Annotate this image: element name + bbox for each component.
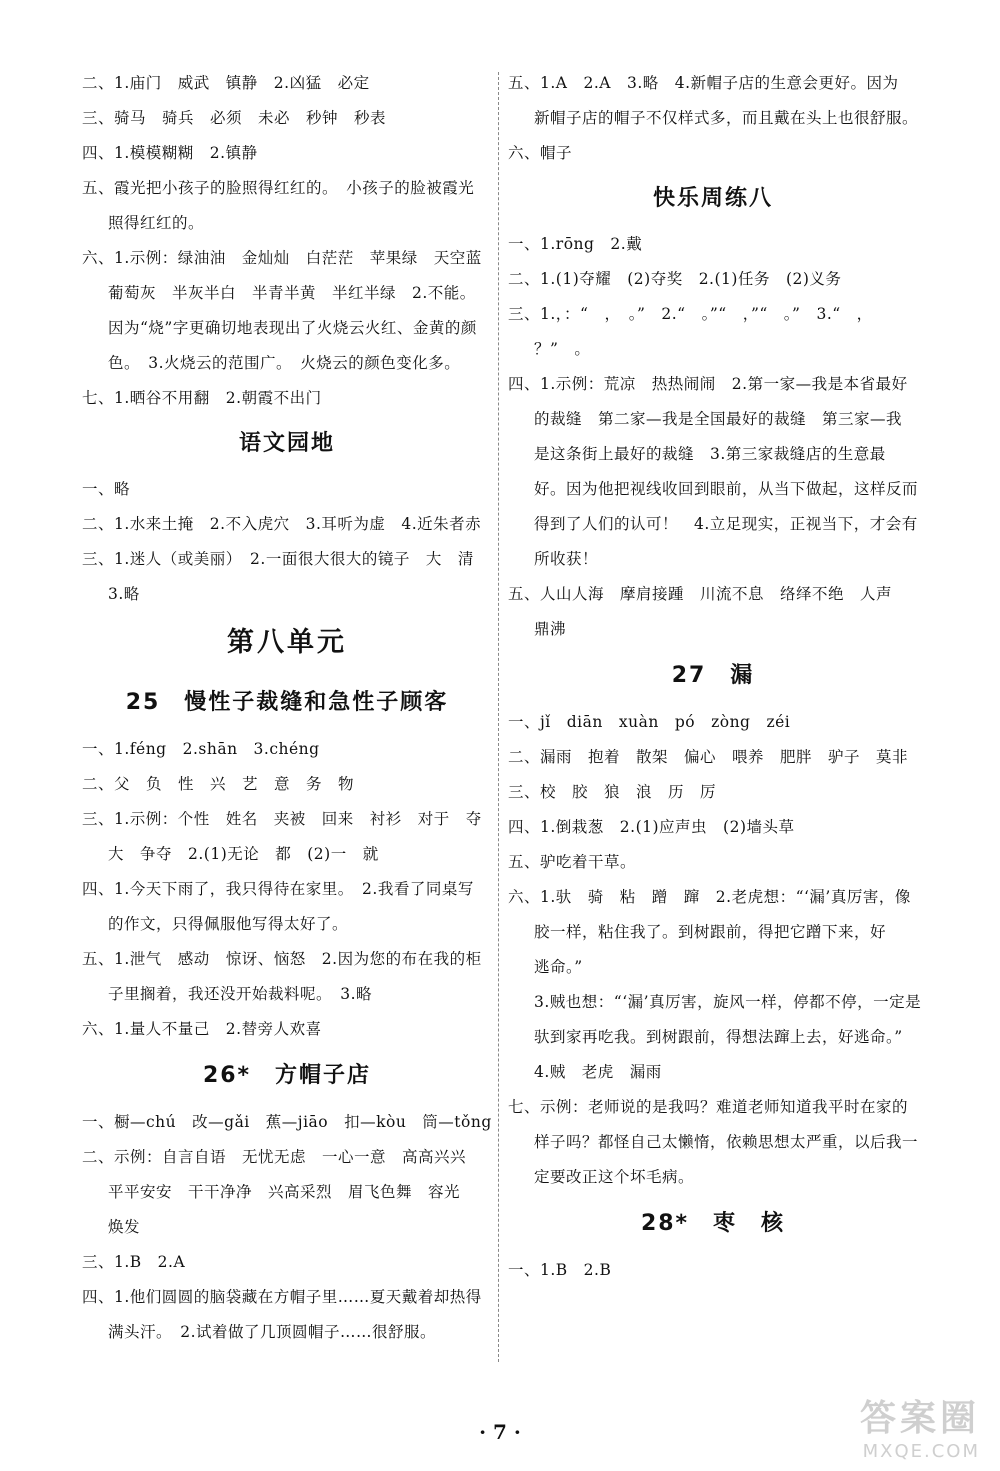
answer-line-continued: 满头汗。 2.试着做了几顶圆帽子……很舒服。 [108, 1323, 437, 1341]
answer-line: 一、1.rōng 2.戴 [508, 235, 643, 253]
left-column [82, 66, 492, 1350]
answer-line: 一、橱—chú 改—gǎi 蕉—jiāo 扣—kòu 筒—tǒng [82, 1113, 492, 1131]
right-column [508, 66, 922, 1288]
watermark-logo [780, 1390, 980, 1470]
answer-line-continued: 驮到家再吃我。到树跟前，得想法蹿上去，好逃命。” [534, 1028, 903, 1046]
lesson-heading: 28* 枣 核 [640, 1211, 786, 1236]
answer-line: 一、1.féng 2.shān 3.chéng [82, 740, 320, 758]
answer-line: 二、父 负 性 兴 艺 意 务 物 [82, 775, 355, 793]
answer-line: 六、帽子 [508, 144, 573, 162]
answer-line: 二、示例：自言自语 无忧无虑 一心一意 高高兴兴 [82, 1148, 467, 1166]
unit-heading: 第八单元 [227, 627, 347, 658]
answer-line-continued: 得到了人们的认可！ 4.立足现实，正视当下，才会有 [534, 515, 918, 533]
answer-line-continued: 子里搁着，我还没开始裁料呢。 3.略 [108, 985, 373, 1003]
answer-line: 七、1.晒谷不用翻 2.朝霞不出门 [82, 389, 322, 407]
answer-line-continued: 是这条街上最好的裁缝 3.第三家裁缝店的生意最 [534, 445, 886, 463]
answer-line-continued: 大 争夺 2.(1)无论 都 (2)一 就 [108, 845, 379, 863]
answer-line: 四、1.倒栽葱 2.(1)应声虫 (2)墙头草 [508, 818, 795, 836]
answer-line: 六、1.驮 骑 粘 蹭 蹿 2.老虎想：“‘漏’真厉害，像 [508, 888, 911, 906]
answer-line-continued: 鼎沸 [534, 620, 567, 638]
lesson-heading: 27 漏 [671, 663, 755, 688]
answer-line-continued: 定要改正这个坏毛病。 [534, 1168, 695, 1186]
lesson-heading: 25 慢性子裁缝和急性子顾客 [125, 690, 449, 715]
answer-line: 四、1.今天下雨了，我只得待在家里。 2.我看了同桌写 [82, 880, 474, 898]
section-heading: 语文园地 [238, 431, 335, 456]
answer-line: 三、1.示例：个性 姓名 夹被 回来 衬衫 对于 夺 [82, 810, 482, 828]
answer-line-continued: 样子吗？都怪自己太懒惰，依赖思想太严重，以后我一 [534, 1133, 919, 1151]
answer-line: 一、略 [82, 480, 131, 498]
answer-line-continued: 的作文，只得佩服他写得太好了。 [108, 915, 349, 933]
answer-line: 三、1.，：“ ， 。” 2.“ 。”“ ，”“ 。” 3.“ ， [508, 305, 873, 323]
answer-line: 二、漏雨 抱着 散架 偏心 喂养 肥胖 驴子 莫非 [508, 748, 909, 766]
answer-line: 五、人山人海 摩肩接踵 川流不息 络绎不绝 人声 [508, 585, 893, 603]
answer-line: 一、jǐ diān xuàn pó zòng zéi [508, 713, 791, 731]
answer-line-continued: 色。 3.火烧云的范围广。 火烧云的颜色变化多。 [108, 354, 461, 372]
answer-line-continued: 所收获！ [534, 550, 599, 568]
answer-line-continued: 3.略 [108, 585, 140, 603]
answer-line-continued: 照得红红的。 [108, 214, 205, 232]
answer-line-continued: 逃命。” [534, 958, 583, 976]
section-heading: 快乐周练八 [652, 186, 773, 211]
answer-line-continued: 好。因为他把视线收回到眼前，从当下做起，这样反而 [534, 480, 919, 498]
answer-line-continued: 胶一样，粘住我了。到树跟前，得把它蹭下来，好 [534, 923, 887, 941]
answer-line: 三、1.迷人（或美丽） 2.一面很大很大的镜子 大 清 [82, 550, 474, 568]
answer-line-continued: 新帽子店的帽子不仅样式多，而且戴在头上也很舒服。 [534, 109, 919, 127]
column-divider [498, 72, 499, 1362]
answer-line: 七、示例：老师说的是我吗？难道老师知道我平时在家的 [508, 1098, 909, 1116]
answer-line-continued: 焕发 [108, 1218, 141, 1236]
answer-line: 三、校 胶 狼 浪 历 厉 [508, 783, 717, 801]
answer-line: 六、1.量人不量己 2.替旁人欢喜 [82, 1020, 322, 1038]
watermark-text: 答案圈 [859, 1398, 980, 1439]
watermark-url: MXQE.COM [862, 1441, 980, 1462]
answer-line: 五、驴吃着干草。 [508, 853, 637, 871]
answer-line: 二、1.水来土掩 2.不入虎穴 3.耳听为虚 4.近朱者赤 [82, 515, 482, 533]
answer-line: 二、1.庙门 威武 镇静 2.凶猛 必定 [82, 74, 370, 92]
answer-line: 四、1.示例：荒凉 热热闹闹 2.第一家—我是本省最好 [508, 375, 908, 393]
lesson-heading: 26* 方帽子店 [202, 1063, 372, 1088]
answer-line-continued: 3.贼也想：“‘漏’真厉害，旋风一样，停都不停，一定是 [534, 993, 922, 1011]
answer-line-continued: 的裁缝 第二家—我是全国最好的裁缝 第三家—我 [534, 410, 903, 428]
answer-line-continued: 因为“烧”字更确切地表现出了火烧云火红、金黄的颜 [108, 319, 477, 337]
answer-line: 五、1.A 2.A 3.略 4.新帽子店的生意会更好。因为 [508, 74, 899, 92]
answer-line: 五、1.泄气 感动 惊讶、恼怒 2.因为您的布在我的柜 [82, 950, 482, 968]
answer-line: 四、1.他们圆圆的脑袋藏在方帽子里……夏天戴着却热得 [82, 1288, 482, 1306]
answer-line-continued: 4.贼 老虎 漏雨 [534, 1063, 662, 1081]
answer-line-continued: ？” 。 [534, 340, 591, 358]
answer-line: 三、1.B 2.A [82, 1253, 186, 1271]
answer-line-continued: 平平安安 干干净净 兴高采烈 眉飞色舞 容光 [108, 1183, 461, 1201]
answer-line: 六、1.示例：绿油油 金灿灿 白茫茫 苹果绿 天空蓝 [82, 249, 482, 267]
answer-line: 五、霞光把小孩子的脸照得红红的。 小孩子的脸被霞光 [82, 179, 475, 197]
answer-line-continued: 葡萄灰 半灰半白 半青半黄 半红半绿 2.不能。 [108, 284, 476, 302]
answer-line: 三、骑马 骑兵 必须 未必 秒钟 秒表 [82, 109, 387, 127]
answer-line: 一、1.B 2.B [508, 1261, 612, 1279]
answer-line: 二、1.(1)夺耀 (2)夺奖 2.(1)任务 (2)义务 [508, 270, 842, 288]
page-number: · 7 · [479, 1420, 521, 1444]
answer-line: 四、1.模模糊糊 2.镇静 [82, 144, 258, 162]
